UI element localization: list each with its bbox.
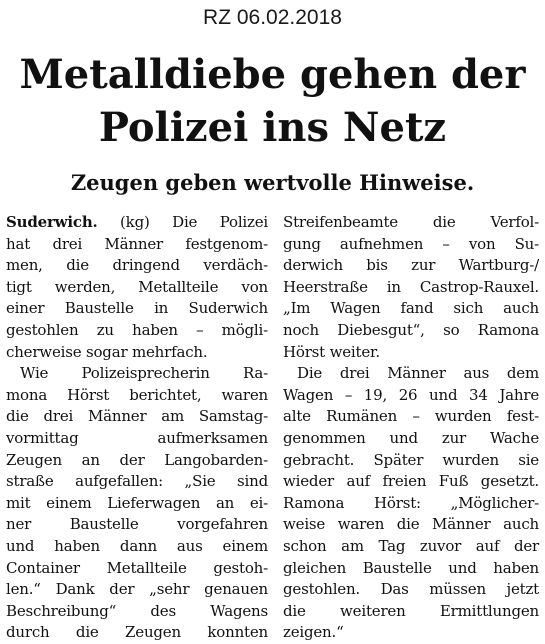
body-line: „Im Wagen fand sich auch [283,299,539,318]
body-line: schon am Tag zuvor auf der [283,536,539,555]
article-headline [0,48,545,154]
body-line: Heerstraße in Castrop-Rauxel. [283,277,539,296]
body-line: len.“ Dank der „sehr genauen [6,580,268,599]
body-line: weise waren die Männer auch [283,515,539,534]
article-column-right [283,212,539,644]
headline-line: Polizei ins Netz [98,104,447,151]
body-line: gestohlen. Das müssen jetzt [283,580,539,599]
body-line: tigt werden, Metallteile von [6,277,268,296]
body-line: straße aufgefallen: „Sie sind [6,472,268,491]
body-line: vormittag aufmerksamen [6,428,268,447]
body-line: Streifenbeamte die Verfol- [283,213,539,231]
body-line: alte Rumänen – wurden fest- [283,407,539,426]
body-line: ner Baustelle vorgefahren [6,515,268,534]
body-line: mona Hörst berichtet, waren [6,385,268,404]
body-line: zeigen.“ [283,623,344,642]
body-line: noch Diebesgut“, so Ramona [283,320,539,339]
body-line: Ramona Hörst: „Möglicher- [283,493,539,512]
body-line: durch die Zeugen konnten [6,623,268,642]
body-line: die drei Männer am Samstag- [6,407,268,426]
body-line: und haben dann aus einem [6,536,268,555]
body-line: wieder auf freien Fuß gesetzt. [283,472,539,491]
body-line: gung aufnehmen – von Su- [283,234,539,253]
body-line: men, die dringend verdäch- [6,256,268,275]
body-line: mit einem Lieferwagen an ei- [6,493,268,512]
body-line: hat drei Männer festgenom- [6,234,268,253]
body-line: cherweise sogar mehrfach. [6,342,208,361]
body-line: einer Baustelle in Suderwich [6,299,268,318]
body-line: die weiteren Ermittlungen [283,601,539,620]
article-column-left [6,212,268,644]
body-line: gestohlen zu haben – mögli- [6,320,268,339]
body-line: Wie Polizeisprecherin Ra- [20,364,268,383]
body-line: Beschreibung“ des Wagens [6,601,268,620]
body-line: Container Metallteile gestoh- [6,558,268,577]
dateline: Suderwich. [6,213,98,231]
clipping-date-stamp: RZ 06.02.2018 [203,6,342,29]
body-line: gebracht. Später wurden sie [283,450,539,469]
body-line: gleichen Baustelle und haben [283,558,539,577]
article-subheadline: Zeugen geben wertvolle Hinweise. [70,170,475,195]
body-line: Zeugen an der Langobarden- [6,450,268,469]
body-line: Wagen – 19, 26 und 34 Jahre [283,385,539,404]
body-line [6,212,268,234]
body-line: Die drei Männer aus dem [297,364,539,383]
body-line-text: (kg) Die Polizei [97,213,268,231]
body-line: genommen und zur Wache [283,428,539,447]
headline-line: Metalldiebe gehen der [19,51,526,98]
body-line: Hörst weiter. [283,342,380,361]
body-line: derwich bis zur Wartburg-/ [283,256,539,275]
